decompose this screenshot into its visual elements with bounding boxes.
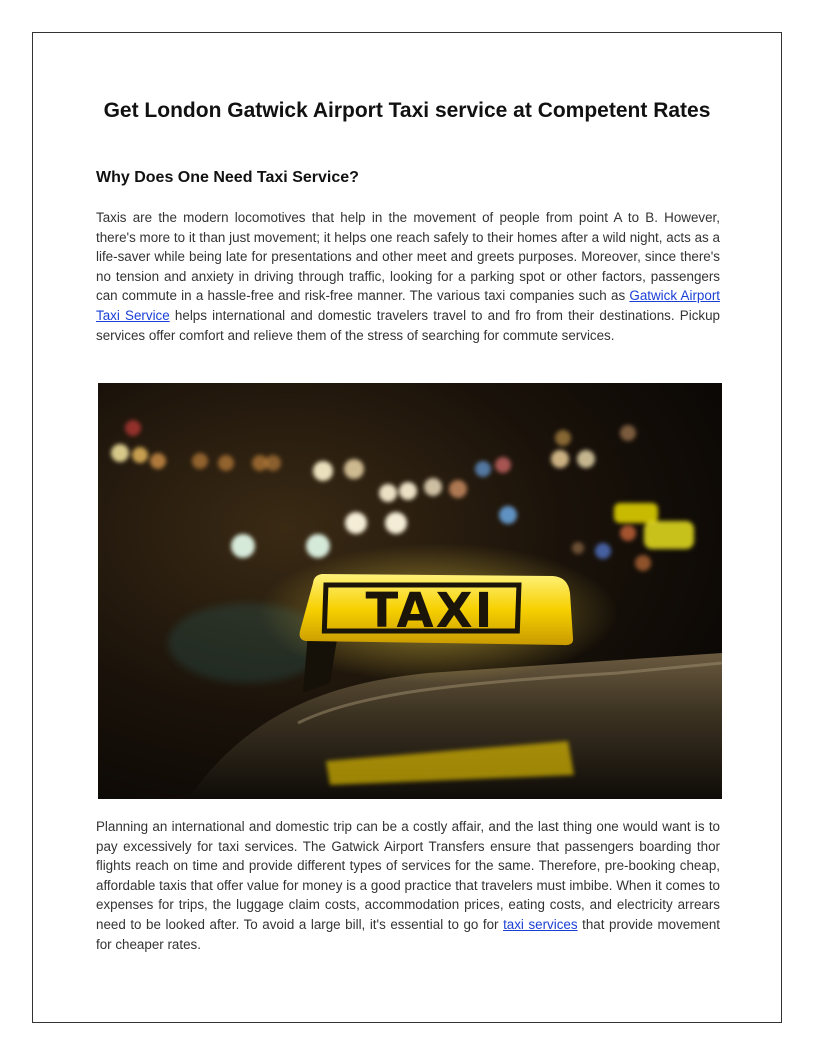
document-title: Get London Gatwick Airport Taxi service at Competent Rates: [103, 99, 711, 122]
planning-text-start: Planning an international and domestic trip can be a costly affair, and the last thing one would want is to pay excessively for taxi services. The Gatwick Airport Transfers ensure that passengers boarding thor flights reach on time and provide different types of services for the same. Therefore, pre-booking cheap, affordable taxis that offer value for money is a good practice that travelers must imbibe. When it comes to expenses for trips, the luggage claim costs, accommodation prices, eating costs, and electricity arrears need to be looked after. To avoid a large bill, it's essential to go for: [96, 819, 720, 932]
taxi-sign-photo: [98, 383, 722, 799]
taxi-sign: [300, 574, 573, 645]
planning-text-end: that provide movement for cheaper rates.: [96, 916, 720, 952]
planning-paragraph: [96, 817, 720, 954]
intro-text-end: helps international and domestic travelers travel to and fro from their destinations. Pickup services offer comfort and relieve them of the stress of searching for commute services.: [96, 307, 720, 343]
taxi-sign-text: TAXI: [365, 583, 495, 639]
intro-text-start: Taxis are the modern locomotives that help in the movement of people from point A to B. However, there's more to it than just movement; it helps one reach safely to their homes after a wild night, acts as a life-saver while being late for presentations and other meet and greets purposes. Moreover, since there's no tension and anxiety in driving through traffic, looking for a parking spot or other factors, passengers can commute in a hassle-free and risk-free manner. The various taxi companies such as: [96, 210, 720, 304]
gatwick-taxi-service-link[interactable]: Gatwick Airport Taxi Service: [96, 288, 720, 323]
taxi-services-link[interactable]: taxi services: [503, 916, 578, 932]
intro-paragraph: [96, 208, 720, 345]
section-heading: Why Does One Need Taxi Service?: [96, 169, 359, 186]
